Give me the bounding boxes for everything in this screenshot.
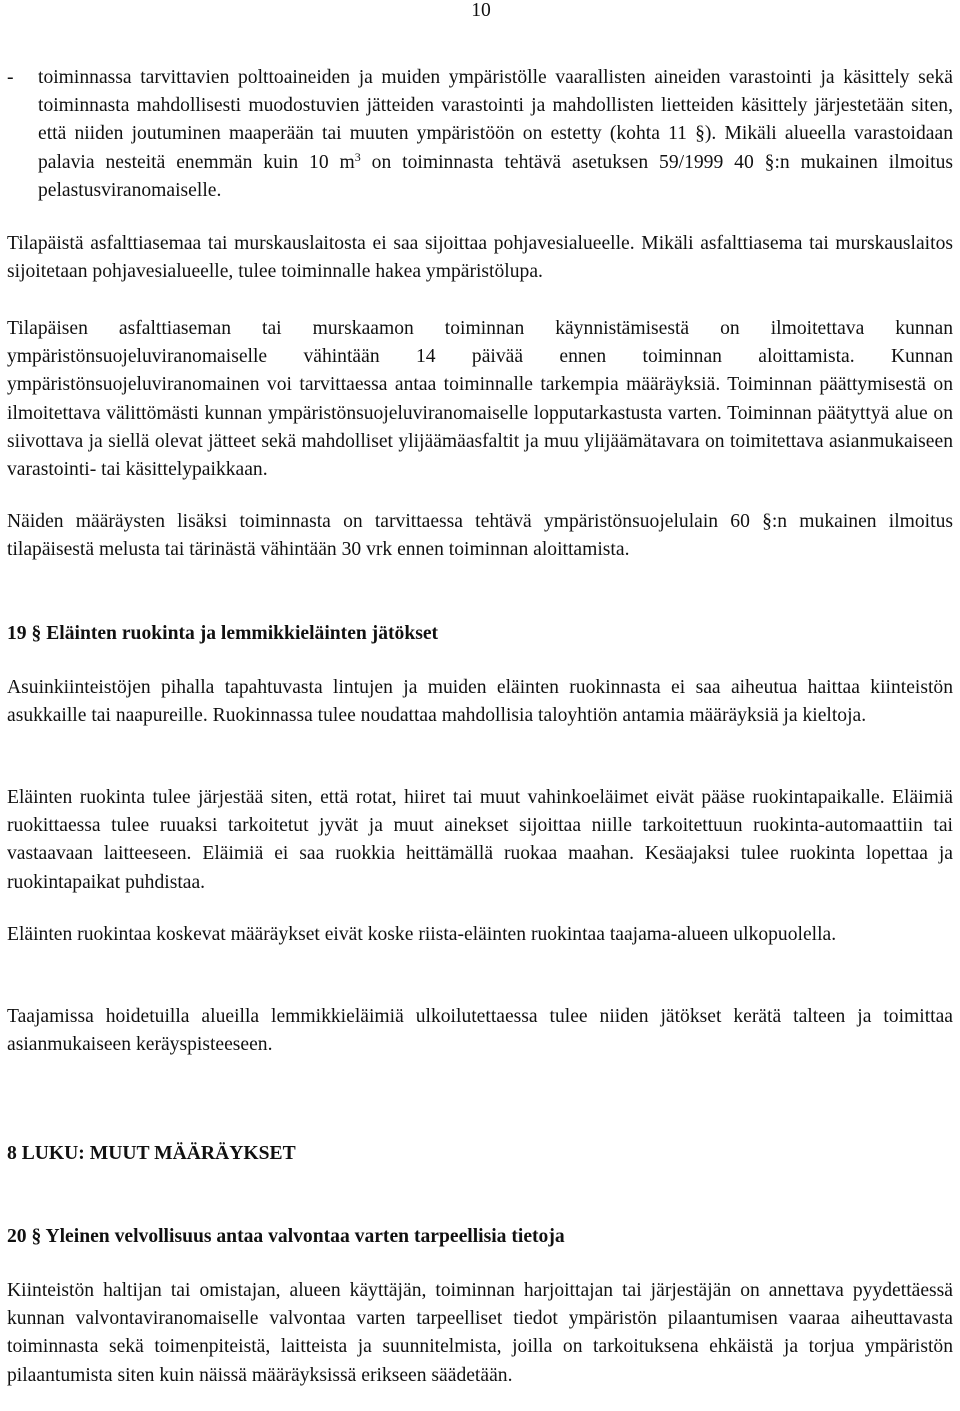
paragraph: Asuinkiinteistöjen pihalla tapahtuvasta lintujen ja muiden eläinten ruokinnasta ei saa aiheutua haittaa kiinteistön asukkaille tai naapureille. Ruokinnassa tulee noudattaa mahdollisia taloyhtiön antamia määräyksiä ja kieltoja. <box>7 677 953 727</box>
list-bullet: - <box>7 67 14 88</box>
paragraph: Tilapäisen asfalttiaseman tai murskaamon toiminnan käynnistämisestä on ilmoitettava kunnan ympäristönsuojeluviranomaiselle vähintään 14 päivää ennen toiminnan aloittamista. Kunnan ympäristönsuojeluviranomainen voi tarvittaessa antaa toiminnalle tarkempia määräyksiä. Toiminnan päättymisestä on ilmoitettava välittömästi kunnan ympäristönsuojeluviranomaiselle lopputarkastusta varten. Toiminnan päätyttyä alue on siivottava ja siellä olevat jätteet sekä mahdolliset ylijäämäasfaltit ja muu ylijäämätavara on toimitettava asianmukaiseen varastointi- tai käsittelypaikkaan. <box>7 318 953 481</box>
paragraph: Taajamissa hoidetuilla alueilla lemmikkieläimiä ulkoilutettaessa tulee niiden jätökset kerätä talteen ja toimittaa asianmukaiseen keräyspisteeseen. <box>7 1006 953 1056</box>
section-19-paragraph-1 <box>7 674 953 730</box>
paragraph-noise-notice <box>7 508 953 564</box>
paragraph-asphalt-groundwater <box>7 230 953 286</box>
section-20-heading: 20 § Yleinen velvollisuus antaa valvontaa varten tarpeellisia tietoja <box>7 1226 565 1247</box>
section-19-heading: 19 § Eläinten ruokinta ja lemmikkieläinten jätökset <box>7 623 439 644</box>
superscript-3: 3 <box>354 149 361 164</box>
list-item <box>7 64 953 205</box>
chapter-8-heading: 8 LUKU: MUUT MÄÄRÄYKSET <box>7 1143 296 1164</box>
list-item-text-part2: on toiminnasta tehtävä asetuksen 59/1999 40 §:n mukainen ilmoitus pelastusviranomaiselle. <box>38 151 953 201</box>
paragraph: Näiden määräysten lisäksi toiminnasta on tarvittaessa tehtävä ympäristönsuojelulain 60 §:n mukainen ilmoitus tilapäisestä melusta tai tärinästä vähintään 30 vrk ennen toiminnan aloittamista. <box>7 511 953 561</box>
list-item-text-part1: toiminnassa tarvittavien polttoaineiden ja muiden ympäristölle vaarallisten aineiden varastointi ja käsittely sekä toiminnasta mahdollisesti muodostuvien jätteiden varastointi ja mahdollisten lietteiden käsittely järjestetään siten, että niiden joutuminen maaperään tai muuten ympäristöön on estetty (kohta 11 §). Mikäli alueella varastoidaan palavia nesteitä enemmän kuin 10 m <box>38 67 953 173</box>
section-20-paragraph-1 <box>7 1277 953 1390</box>
paragraph: Tilapäistä asfalttiasemaa tai murskauslaitosta ei saa sijoittaa pohjavesialueelle. Mikäli asfalttiasema tai murskauslaitos sijoitetaan pohjavesialueelle, tulee toiminnalle hakea ympäristölupa. <box>7 233 953 283</box>
section-19-paragraph-3 <box>7 921 953 949</box>
list-item-text <box>38 64 953 205</box>
paragraph: Kiinteistön haltijan tai omistajan, alueen käyttäjän, toiminnan harjoittajan tai järjestäjän on annettava pyydettäessä kunnan valvontaviranomaiselle valvontaa varten tarpeelliset tiedot ympäristön pilaantumisen vaaraa aiheuttavasta toiminnasta sekä toimenpiteistä, laitteista ja suunnitelmista, joilla on tarkoituksena ehkäistä ja torjua ympäristön pilaantumista siten kuin näissä määräyksissä erikseen säädetään. <box>7 1280 953 1386</box>
section-19-paragraph-2 <box>7 784 953 897</box>
page-number: 10 <box>471 0 491 21</box>
paragraph: Eläinten ruokintaa koskevat määräykset eivät koske riista-eläinten ruokintaa taajama-alueen ulkopuolella. <box>7 924 837 945</box>
paragraph-asphalt-notification <box>7 315 953 484</box>
section-19-paragraph-4 <box>7 1003 953 1059</box>
paragraph: Eläinten ruokinta tulee järjestää siten, että rotat, hiiret tai muut vahinkoeläimet eivät pääse ruokintapaikalle. Eläimiä ruokittaessa tulee ruuaksi tarkoitetut jyvät ja muut ainekset sijoittaa niille tarkoitettuun ruokinta-automaattiin tai vastaavaan laitteeseen. Eläimiä ei saa ruokkia heittämällä ruokaa maahan. Kesäajaksi tulee ruokinta lopettaa ja ruokintapaikat puhdistaa. <box>7 787 953 893</box>
